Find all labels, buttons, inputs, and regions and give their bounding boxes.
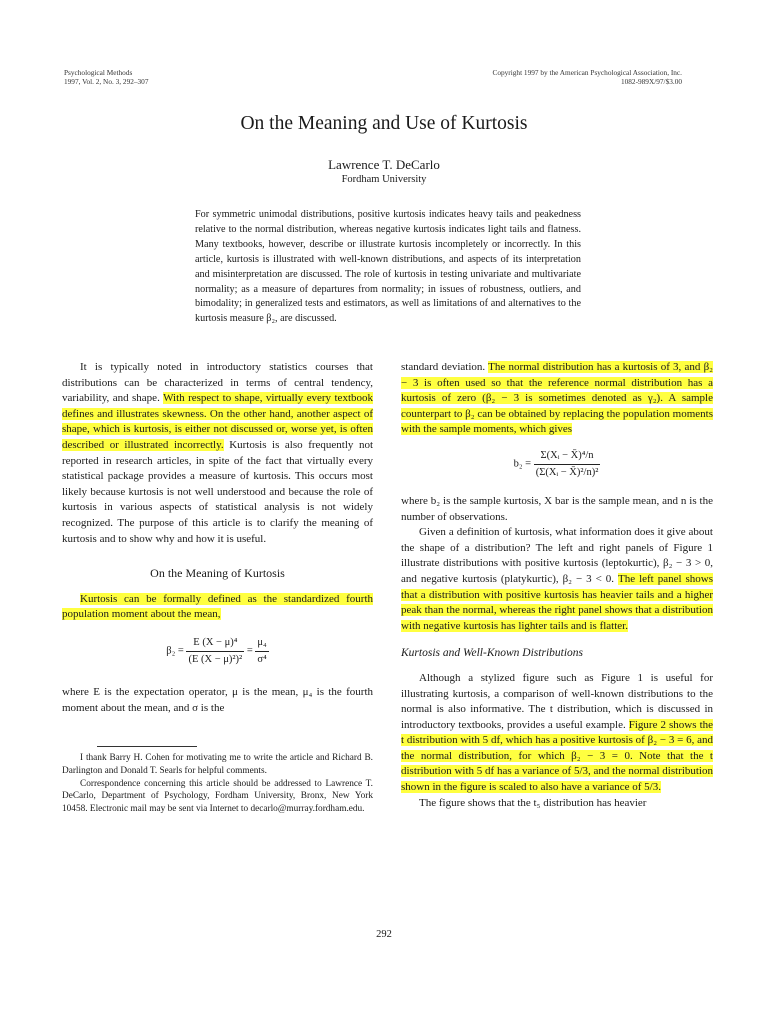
shape-text-a: Given a definition of kurtosis, what information does it give about the shape of a distribution? The left and right panels of Figure 1 illustrate distributions with positive kurtosis (leptokurtic), β₂ − 3 > 0, and negative kurtosis (platykurtic), β₂ − 3 < 0. xyxy=(401,526,713,585)
eq2-fraction xyxy=(534,448,601,480)
page-number: 292 xyxy=(376,929,392,940)
journal-info xyxy=(64,69,284,86)
sample-kurtosis-paragraph: where b₂ is the sample kurtosis, X bar is the sample mean, and n is the number of observations. xyxy=(401,494,713,523)
journal-line-2: 1997, Vol. 2, No. 3, 292–307 xyxy=(64,76,149,86)
highlight-figure2: Figure 2 shows the t distribution with 5 df, which has a positive kurtosis of β₂ − 3 = 6, and the normal distribution, for which β₂ − 3 = 0. Note that the t distribution with 5 df has a variance of 5/3, and the normal distribution shown in the figure is scaled to also have a variance of 5/3. xyxy=(401,718,714,794)
highlight-skewness: With respect to shape, virtually every textbook defines and illustrates skewness. On the other hand, another aspect of shape, which is kurtosis, is either not discussed or, worse yet, is often described or illustrated incorrectly. xyxy=(62,392,374,451)
definition-paragraph xyxy=(62,592,373,623)
footnote-correspondence: Correspondence concerning this article should be addressed to Lawrence T. DeCarlo, Department of Psychology, Fordham University, Bronx, New York 10458. Electronic mail may be sent via Internet to decarlo@murray.fordham.edu. xyxy=(62,778,373,815)
journal-line-1: Psychological Methods xyxy=(64,68,133,77)
sd-text: standard deviation. xyxy=(401,361,486,373)
paper-title: On the Meaning and Use of Kurtosis xyxy=(240,113,528,134)
eq2-lhs: b₂ = xyxy=(513,458,532,470)
eq1-denominator: (E (X − μ)²)² xyxy=(188,653,243,665)
eq2-numerator: Σ(Xᵢ − X̄)⁴/n xyxy=(534,448,601,465)
copyright-info xyxy=(420,69,682,86)
shape-paragraph xyxy=(401,525,713,634)
figure-shows-paragraph: The figure shows that the t₅ distribution has heavier xyxy=(419,796,647,809)
equation-b2 xyxy=(401,444,713,488)
intro-text-b: Kurtosis is also frequently not reported in research articles, in spite of the fact that virtually every statistical package provides a measure of kurtosis. This occurs most likely because kurtosis is not well understood and because the role of kurtosis in various aspects of statistical analysis is not widely recognized. The purpose of this article is to clarify the meaning of kurtosis and to show why and how it is useful. xyxy=(62,438,374,545)
left-column xyxy=(62,360,373,816)
eq1-numerator-2: μ₄ xyxy=(255,635,268,652)
operators-paragraph: where E is the expectation operator, μ is the mean, μ₄ is the fourth moment about the mean, and σ is the xyxy=(62,685,373,714)
eq2-denominator: (Σ(Xᵢ − X̄)²/n)² xyxy=(535,466,599,478)
intro-paragraph xyxy=(62,360,373,547)
eq1-fraction-2 xyxy=(255,635,268,667)
eq1-fraction xyxy=(186,635,244,667)
eq1-denominator-2: σ⁴ xyxy=(257,653,267,665)
eq1-numerator: E (X − μ)⁴ xyxy=(186,635,244,652)
footnote-thanks: I thank Barry H. Cohen for motivating me to write the article and Richard B. Darlington and Donald T. Searls for helpful comments. xyxy=(62,753,373,776)
normal-kurtosis-paragraph xyxy=(401,360,713,438)
author-affiliation: Fordham University xyxy=(341,174,427,185)
equation-beta2 xyxy=(62,629,373,679)
highlight-panels: The left panel shows that a distribution with positive kurtosis has heavier tails and a higher peak than the normal, whereas the right panel shows that a distribution with negative kurtosis has lighter tails and is flatter. xyxy=(401,572,714,632)
copyright-line-1: Copyright 1997 by the American Psychological Association, Inc. xyxy=(492,68,682,77)
t-distribution-paragraph xyxy=(401,671,713,796)
eq1-lhs: β₂ = xyxy=(166,645,184,657)
author-name: Lawrence T. DeCarlo xyxy=(328,157,440,172)
intro-text-a: It is typically noted in introductory statistics courses that distributions can be characterized in terms of central tendency, variability, and shape. xyxy=(62,361,373,405)
highlight-definition: Kurtosis can be formally defined as the standardized fourth population moment about the mean, xyxy=(62,592,373,621)
section-heading-meaning: On the Meaning of Kurtosis xyxy=(150,566,285,581)
copyright-line-2: 1082-989X/97/$3.00 xyxy=(620,76,682,86)
subsection-heading-distributions: Kurtosis and Well-Known Distributions xyxy=(401,647,584,660)
footnote-divider xyxy=(97,746,197,747)
right-column xyxy=(401,360,713,811)
highlight-normal-kurtosis: The normal distribution has a kurtosis of 3, and β₂ − 3 is often used so that the reference normal distribution has a kurtosis of zero (β₂ − 3 is sometimes denoted as γ₂). A sample counterpart to β₂ can be obtained by replacing the population moments with the sample moments, which gives xyxy=(401,361,714,436)
t-dist-text-a: Although a stylized figure such as Figure 1 is useful for illustrating kurtosis, a comparison of well-known distributions to the normal is also informative. The t distribution, which is discussed in introductory textbooks, provides a useful example. xyxy=(401,671,713,731)
eq1-equals: = xyxy=(246,645,253,657)
abstract: For symmetric unimodal distributions, positive kurtosis indicates heavy tails and peakedness relative to the normal distribution, whereas negative kurtosis indicates light tails and flatness. Many textbooks, however, describe or illustrate kurtosis incompletely or incorrectly. In this article, kurtosis is illustrated with well-known distributions, and aspects of its interpretation and misinterpretation are discussed. The role of kurtosis in testing univariate and multivariate normality; as a measure of departures from normality; in issues of robustness, outliers, and bimodality; in generalized tests and estimators, as well as limitations of and alternatives to the kurtosis measure β₂, are discussed. xyxy=(195,209,581,325)
